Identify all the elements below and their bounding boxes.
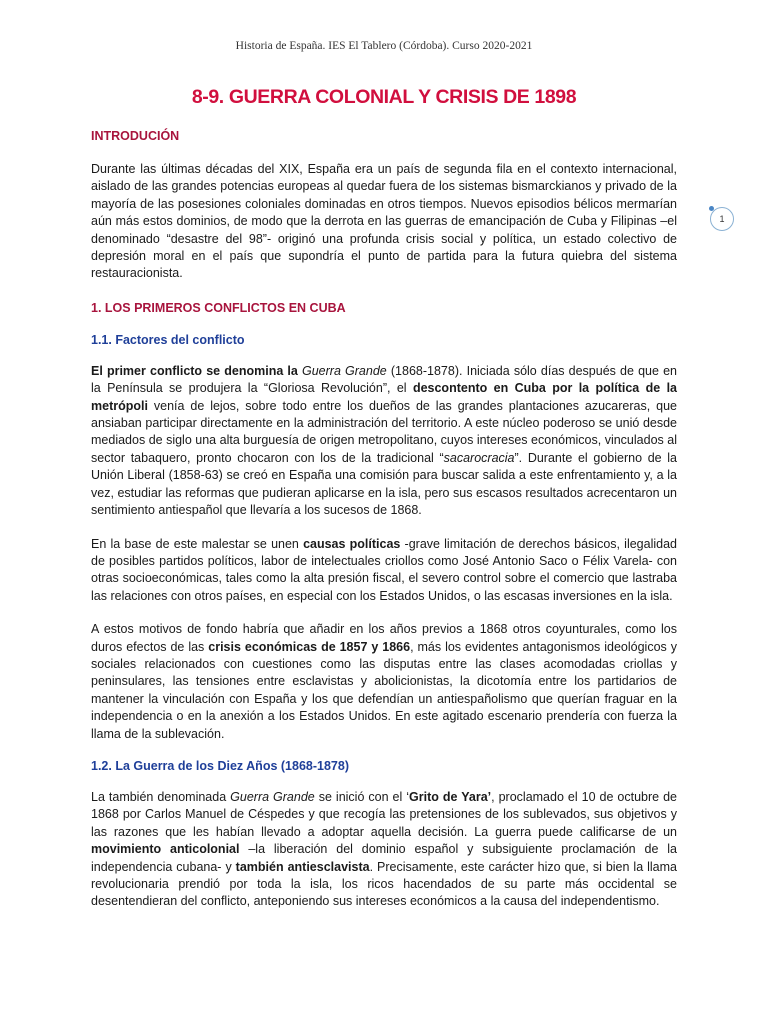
paragraph-conjunctural-causes (91, 621, 677, 743)
paragraph-ten-years-war (91, 789, 677, 911)
intro-heading: INTRODUCIÓN (91, 129, 180, 143)
bold-text: también antiesclavista (235, 859, 370, 874)
bold-text: crisis económicas de 1857 y 1866 (208, 639, 411, 654)
body-text: venía de lejos, sobre todo entre los dueños de las grandes plantaciones azucareras, que ansiaban participar directamente en la administración del territorio. A este núcleo poderoso se unió desde mediados de siglo una alta burguesía de origen metropolitano, cuyos intereses económicos, vinculados al sector tabaquero, pronto chocaron con los de la tradicional “ (91, 398, 677, 465)
subsection-1-2-heading: 1.2. La Guerra de los Diez Años (1868-1878) (91, 758, 349, 773)
page-number-badge: 1 (710, 207, 734, 231)
body-text: . Precisamente, este carácter hizo que, si bien la llama revolucionaria prendió por toda la isla, los ricos hacendados de su parte más occidental se desentendieran del conflicto, anteponiendo sus intereses económicos a la causa del independentismo. (91, 859, 677, 909)
intro-paragraph: Durante las últimas décadas del XIX, España era un país de segunda fila en el contexto internacional, aislado de las grandes potencias europeas al quedar fuera de los sistemas bismarckianos y privado de la mayoría de las posesiones coloniales dominadas en otros tiempos. Nuevos episodios bélicos mermarían aún más estos dominios, de modo que la derrota en las guerras de emancipación de Cuba y Filipinas –el denominado “desastre del 98”- originó una profunda crisis social y política, un estado colectivo de depresión moral en el país que supondría el punto de partida para la futura quiebra del sistema restauracionista. (91, 162, 677, 281)
body-text: se inició con el ‘ (314, 789, 410, 804)
bold-text: movimiento anticolonial (91, 842, 240, 857)
body-text: A estos motivos de fondo habría que añadir en los años previos a 1868 otros coyunturales, como los duros efectos de las (91, 622, 677, 654)
bold-text: descontento en Cuba por la política de la metrópoli (91, 381, 677, 413)
body-text: -grave limitación de derechos básicos, ilegalidad de posibles partidos políticos, labor de intelectuales criollos como José Antonio Saco o Félix Varela- con otras socioeconómicas, tales como la alta presión fiscal, el severo control sobre el comercio que lastraba las relaciones con otros países, en especial con los Estados Unidos, o las escasas inversiones en la isla. (91, 536, 677, 603)
body-text: –la liberación del dominio español y subsiguiente proclamación de la independencia cubana- y (91, 842, 677, 874)
page-badge-dot-icon (709, 206, 714, 211)
body-text: , proclamado el 10 de octubre de 1868 por Carlos Manuel de Céspedes y que recogía las pretensiones de los sublevados, sus objetivos y las razones que les habían llevado a adoptar aquella decisión. La guerra puede calificarse de un (91, 789, 677, 839)
bold-text: causas políticas (303, 536, 401, 551)
body-text: (1868-1878). Iniciada sólo días después de que en la Península se produjera la “Gloriosa Revolución”, el (91, 363, 677, 396)
bold-text: El primer conflicto se denomina la (91, 363, 298, 378)
subsection-1-1-heading: 1.1. Factores del conflicto (91, 332, 245, 347)
paragraph-political-causes (91, 536, 677, 606)
document-title: 8-9. GUERRA COLONIAL Y CRISIS DE 1898 (191, 86, 577, 108)
body-text: La también denominada (91, 789, 231, 804)
italic-text: sacarocracia (443, 450, 515, 465)
paragraph-first-conflict (91, 363, 677, 520)
body-text: , más los evidentes antagonismos ideológicos y sociales relacionados con cuestiones como las disputas entre las clases acomodadas criollas y peninsulares, las tensiones entre esclavistas y abolicionistas, la dicotomía entre los partidarios de mantener la vinculación con España y los que defendían un antiespañolismo que querían fraguar en la independencia o en la anexión a los Estados Unidos. En este agitado escenario prendería con fuerza la llama de la sublevación. (91, 639, 677, 741)
running-header: Historia de España. IES El Tablero (Córdoba). Curso 2020-2021 (235, 40, 533, 52)
body-text: En la base de este malestar se unen (91, 536, 304, 551)
italic-text: Guerra Grande (302, 363, 387, 378)
section-1-heading: 1. LOS PRIMEROS CONFLICTOS EN CUBA (91, 300, 346, 315)
italic-text: Guerra Grande (230, 789, 315, 804)
document-body (91, 127, 677, 911)
body-text: ”. Durante el gobierno de la Unión Liberal (1858-63) se creó en España una comisión para buscar salida a este enfrentamiento y, a la vez, estudiar las reformas que pudieran aplicarse en la isla, pero sus escasos resultados acrecentaron un sentimiento antiespañol que llevaría a los sucesos de 1868. (91, 450, 677, 518)
bold-text: Grito de Yara’ (409, 789, 492, 804)
